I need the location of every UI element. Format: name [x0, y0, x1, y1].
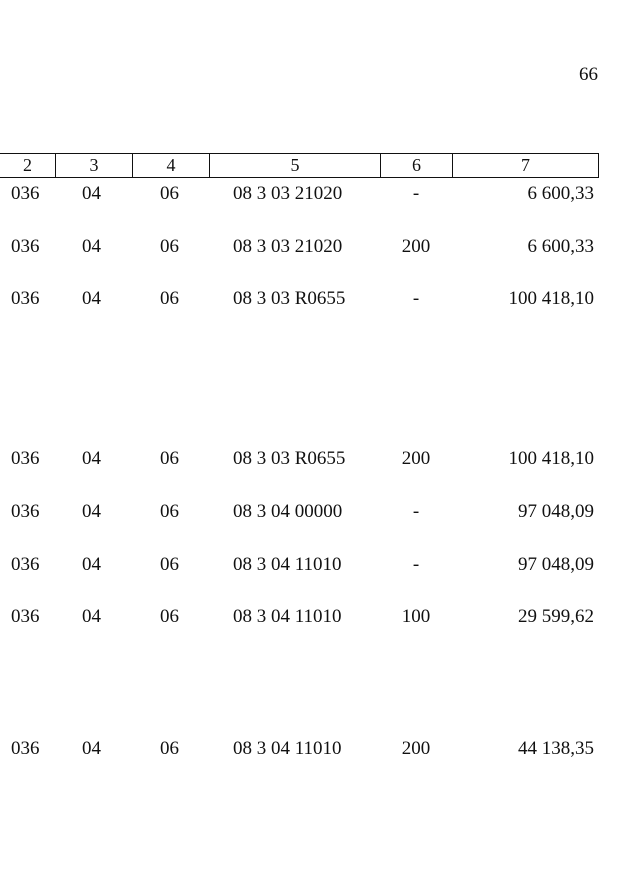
- cell-col-7: 44 138,35: [518, 738, 594, 759]
- cell-col-3: 04: [82, 448, 101, 469]
- page-number: 66: [579, 64, 598, 85]
- cell-col-6: 100: [401, 606, 431, 627]
- cell-col-3: 04: [82, 606, 101, 627]
- cell-col-7: 97 048,09: [518, 554, 594, 575]
- cell-col-3: 04: [82, 501, 101, 522]
- table-row: [0, 605, 640, 629]
- cell-col-2: 036: [11, 738, 40, 759]
- cell-col-5: 08 3 03 21020: [233, 183, 343, 204]
- cell-col-3: 04: [82, 288, 101, 309]
- cell-col-5: 08 3 04 11010: [233, 738, 342, 759]
- cell-col-6: -: [412, 288, 420, 309]
- cell-col-6: 200: [401, 738, 431, 759]
- cell-col-5: 08 3 03 R0655: [233, 448, 346, 469]
- cell-col-3: 04: [82, 738, 101, 759]
- cell-col-4: 06: [160, 738, 179, 759]
- cell-col-3: 04: [82, 554, 101, 575]
- cell-col-4: 06: [160, 288, 179, 309]
- cell-col-3: 04: [82, 183, 101, 204]
- cell-col-7: 100 418,10: [508, 448, 594, 469]
- table-row: [0, 287, 640, 311]
- cell-col-5: 08 3 04 11010: [233, 606, 342, 627]
- table-row: [0, 737, 640, 761]
- cell-col-6: 200: [401, 236, 431, 257]
- cell-col-2: 036: [11, 554, 40, 575]
- cell-col-5: 08 3 04 11010: [233, 554, 342, 575]
- table-row: [0, 553, 640, 577]
- cell-col-2: 036: [11, 501, 40, 522]
- cell-col-2: 036: [11, 448, 40, 469]
- cell-col-6: 200: [401, 448, 431, 469]
- cell-col-5: 08 3 04 00000: [233, 501, 343, 522]
- cell-col-6: -: [412, 501, 420, 522]
- cell-col-2: 036: [11, 288, 40, 309]
- cell-col-5: 08 3 03 21020: [233, 236, 343, 257]
- table-row: [0, 500, 640, 524]
- cell-col-7: 97 048,09: [518, 501, 594, 522]
- table-header: [0, 153, 599, 178]
- header-col-5: 5: [209, 154, 380, 177]
- header-col-3: 3: [55, 154, 132, 177]
- cell-col-3: 04: [82, 236, 101, 257]
- cell-col-4: 06: [160, 183, 179, 204]
- cell-col-2: 036: [11, 606, 40, 627]
- cell-col-2: 036: [11, 236, 40, 257]
- header-col-7: 7: [452, 154, 599, 177]
- cell-col-7: 100 418,10: [508, 288, 594, 309]
- cell-col-5: 08 3 03 R0655: [233, 288, 346, 309]
- cell-col-6: -: [412, 183, 420, 204]
- header-col-2: 2: [23, 155, 32, 175]
- cell-col-4: 06: [160, 236, 179, 257]
- header-col-6: 6: [380, 154, 452, 177]
- table-row: [0, 182, 640, 206]
- cell-col-4: 06: [160, 501, 179, 522]
- cell-col-7: 6 600,33: [527, 183, 594, 204]
- cell-col-4: 06: [160, 554, 179, 575]
- cell-col-7: 6 600,33: [527, 236, 594, 257]
- cell-col-4: 06: [160, 448, 179, 469]
- cell-col-7: 29 599,62: [518, 606, 594, 627]
- table-row: [0, 447, 640, 471]
- header-col-4: 4: [132, 154, 209, 177]
- cell-col-2: 036: [11, 183, 40, 204]
- table-row: [0, 235, 640, 259]
- cell-col-4: 06: [160, 606, 179, 627]
- cell-col-6: -: [412, 554, 420, 575]
